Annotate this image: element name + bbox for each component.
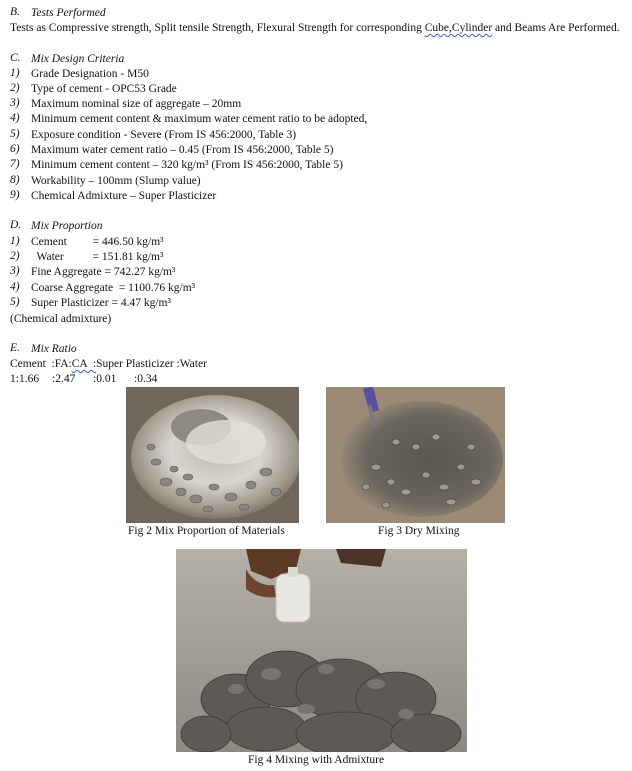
list-item: Type of cement - OPC53 Grade (31, 83, 177, 95)
list-item-number: 2) (10, 250, 20, 262)
admixture-note: (Chemical admixture) (10, 313, 112, 325)
fig4-caption: Fig 4 Mixing with Admixture (248, 754, 385, 766)
list-item: Minimum cement content – 320 kg/m³ (From IS 456:2000, Table 5) (31, 159, 343, 171)
section-d-number: D. (10, 219, 22, 231)
list-item-number: 9) (10, 189, 20, 201)
ratio-value: 1:1.66 (10, 373, 40, 385)
list-item: Workability – 100mm (Slump value) (31, 175, 201, 187)
section-c-number: C. (10, 52, 21, 64)
list-item-number: 3) (10, 265, 20, 277)
fig4-photo (176, 549, 467, 752)
fig2-caption: Fig 2 Mix Proportion of Materials (128, 525, 285, 537)
section-b-text: Tests as Compressive strength, Split tensile Strength, Flexural Strength for corresponding Cube,Cylinder and Beams Are Performed. (10, 22, 620, 34)
list-item-number: 5) (10, 296, 20, 308)
list-item-number: 4) (10, 112, 20, 124)
spellcheck-mark: CA : (71, 358, 97, 370)
list-item: Chemical Admixture – Super Plasticizer (31, 190, 217, 202)
list-item-number: 4) (10, 281, 20, 293)
fig2-image (126, 387, 299, 523)
list-item: Water = 151.81 kg/m³ (31, 251, 164, 263)
spellcheck-mark: Cube,Cylinder (424, 22, 493, 34)
list-item-number: 6) (10, 143, 20, 155)
list-item-number: 2) (10, 82, 20, 94)
list-item-number: 5) (10, 128, 20, 140)
list-item: Maximum nominal size of aggregate – 20mm (31, 98, 242, 110)
list-item-number: 7) (10, 158, 20, 170)
section-d-heading: Mix Proportion (31, 220, 103, 232)
section-b-heading: Tests Performed (31, 7, 106, 19)
section-e-number: E. (10, 342, 20, 354)
list-item: Minimum cement content & maximum water cement ratio to be adopted, (31, 113, 368, 125)
fig2-photo (126, 387, 299, 523)
list-item: Super Plasticizer = 4.47 kg/m³ (31, 297, 171, 309)
list-item-number: 1) (10, 235, 20, 247)
list-item: Cement = 446.50 kg/m³ (31, 236, 164, 248)
list-item: Coarse Aggregate = 1100.76 kg/m³ (31, 282, 196, 294)
list-item-number: 8) (10, 174, 20, 186)
list-item: Exposure condition - Severe (From IS 456:2000, Table 3) (31, 129, 297, 141)
list-item-number: 1) (10, 67, 20, 79)
fig3-caption: Fig 3 Dry Mixing (378, 525, 460, 537)
fig4-image (176, 549, 467, 752)
mix-ratio-labels: Cement :FA:CA :Super Plasticizer :Water (10, 358, 207, 370)
list-item: Maximum water cement ratio – 0.45 (From IS 456:2000, Table 5) (31, 144, 334, 156)
ratio-value: :0.34 (134, 373, 158, 385)
section-c-heading: Mix Design Criteria (31, 53, 125, 65)
section-e-heading: Mix Ratio (31, 343, 77, 355)
section-b-number: B. (10, 6, 20, 18)
list-item: Grade Designation - M50 (31, 68, 149, 80)
ratio-value: :0.01 (93, 373, 117, 385)
fig3-photo (326, 387, 505, 523)
ratio-value: :2.47 (52, 373, 76, 385)
list-item: Fine Aggregate = 742.27 kg/m³ (31, 266, 176, 278)
fig3-image (326, 387, 505, 523)
list-item-number: 3) (10, 97, 20, 109)
